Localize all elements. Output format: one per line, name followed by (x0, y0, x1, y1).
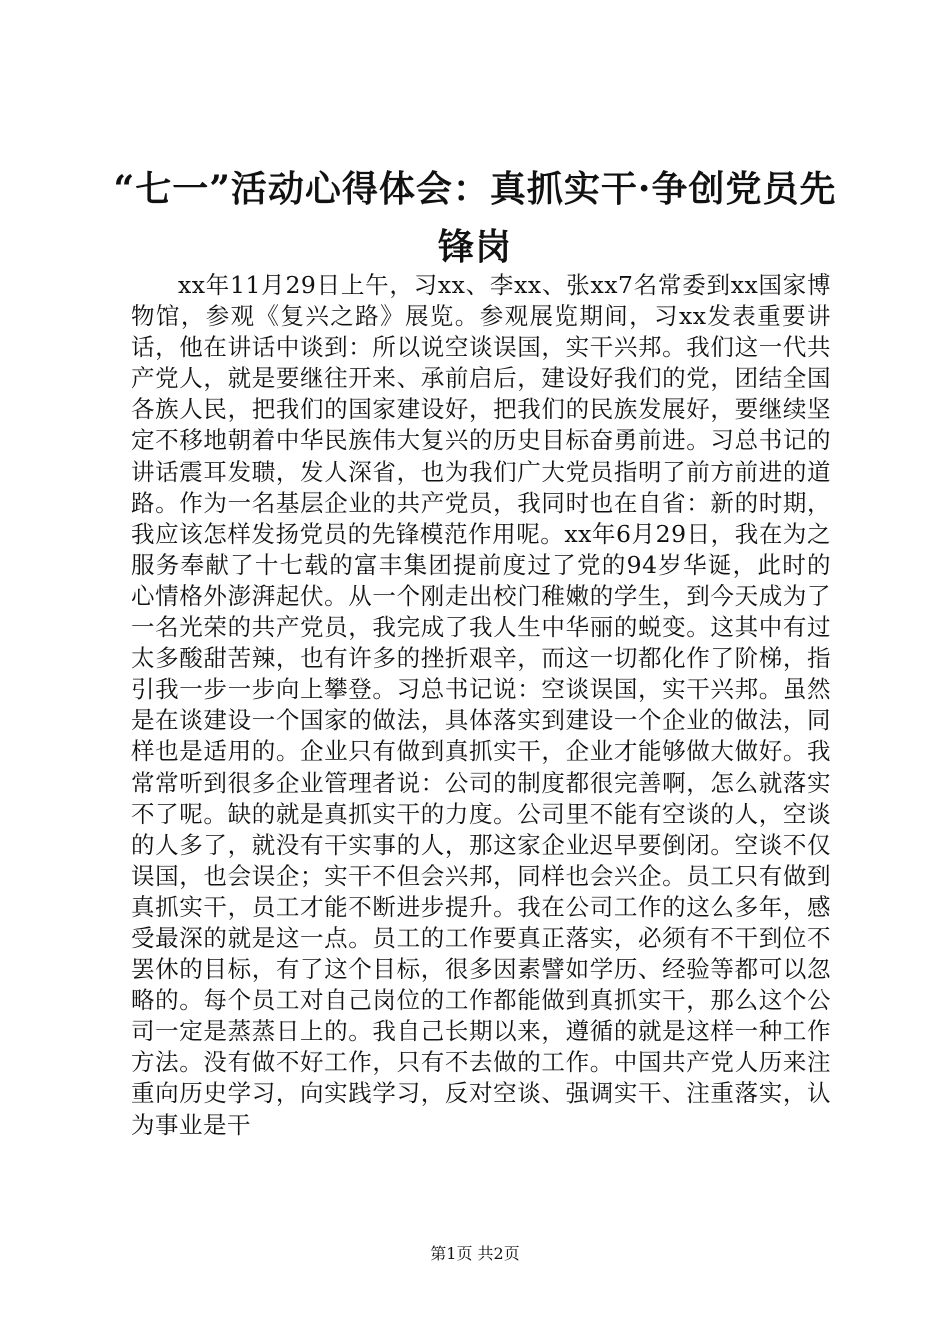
document-title: “七一”活动心得体会：真抓实干·争创党员先锋岗 (113, 168, 837, 268)
page-footer: 第1页 共2页 (430, 1244, 520, 1263)
document-body: xx年11月29日上午，习xx、李xx、张xx7名常委到xx国家博物馆，参观《复兴之路》展览。参观展览期间，习xx发表重要讲话，他在讲话中谈到：所以说空谈误国，实干兴邦。我们这一代共产党人，就是要继往开来、承前启后，建设好我们的党，团结全国各族人民，把我们的国家建设好，把我们的民族发展好，要继续坚定不移地朝着中华民族伟大复兴的历史目标奋勇前进。习总书记的讲话震耳发聩，发人深省，也为我们广大党员指明了前方前进的道路。作为一名基层企业的共产党员，我同时也在自省：新的时期，我应该怎样发扬党员的先锋模范作用呢。xx年6月29日，我在为之服务奉献了十七载的富丰集团提前度过了党的94岁华诞，此时的心情格外澎湃起伏。从一个刚走出校门稚嫩的学生，到今天成为了一名光荣的共产党员，我完成了我人生中华丽的蜕变。这其中有过太多酸甜苦辣，也有许多的挫折艰辛，而这一切都化作了阶梯，指引我一步一步向上攀登。习总书记说：空谈误国，实干兴邦。虽然是在谈建设一个国家的做法，具体落实到建设一个企业的做法，同样也是适用的。企业只有做到真抓实干，企业才能够做大做好。我常常听到很多企业管理者说：公司的制度都很完善啊，怎么就落实不了呢。缺的就是真抓实干的力度。公司里不能有空谈的人，空谈的人多了，就没有干实事的人，那这家企业迟早要倒闭。空谈不仅误国，也会误企；实干不但会兴邦，同样也会兴企。员工只有做到真抓实干，员工才能不断进步提升。我在公司工作的这么多年，感受最深的就是这一点。员工的工作要真正落实，必须有不干到位不罢休的目标，有了这个目标，很多因素譬如学历、经验等都可以忽略的。每个员工对自己岗位的工作都能做到真抓实干，那么这个公司一定是蒸蒸日上的。我自己长期以来，遵循的就是这样一种工作方法。没有做不好工作，只有不去做的工作。中国共产党人历来注重向历史学习，向实践学习，反对空谈、强调实干、注重落实，认为事业是干 (131, 271, 831, 1139)
